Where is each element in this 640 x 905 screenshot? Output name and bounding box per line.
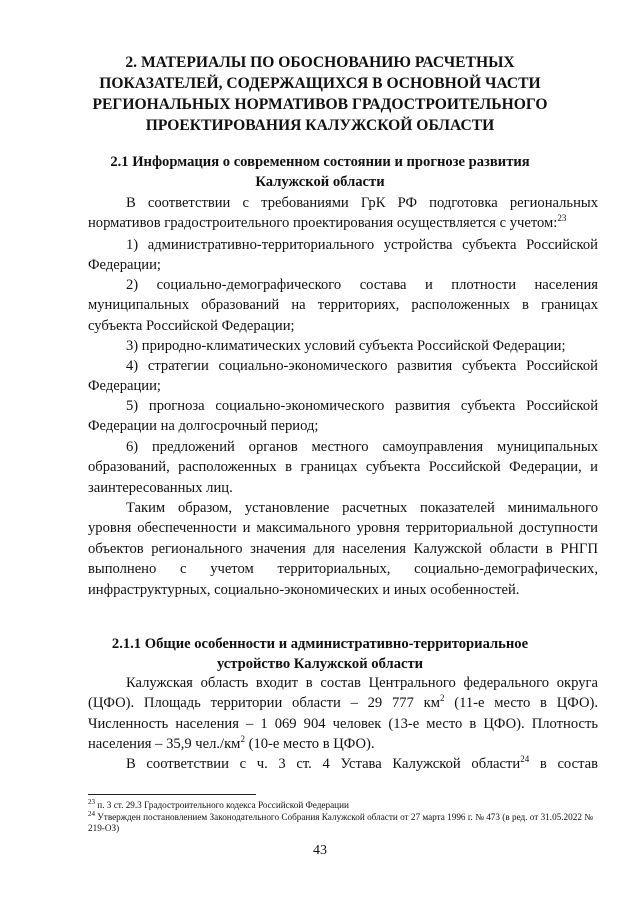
footnote-24-text: Утвержден постановлением Законодательного Собрания Калужской области от 27 марта 1996 г. № 473 (в ред. от 31.05.2022 № 219-ОЗ) — [88, 812, 593, 833]
charter-text-b: в состав — [529, 756, 598, 772]
region-overview-text-a: Калужская область входит в состав Центрального федерального округа (ЦФО). Площадь территории области – 29 777 км — [88, 675, 598, 712]
region-overview-text-b: (11-е место в ЦФО). Численность населения – 1 069 904 человек (13-е место в ЦФО). Плотность населения – 35,9 чел./км — [88, 695, 598, 753]
density-unit-superscript: 2 — [240, 734, 245, 745]
list-item-6: 6) предложений органов местного самоуправления муниципальных образований, расположенных в границах субъекта Российской Федерации, и заинтересованных лиц. — [88, 439, 598, 496]
conclusion-paragraph: Таким образом, установление расчетных показателей минимального уровня обеспеченности и максимального уровня территориальной доступности объектов регионального значения для населения Калужской области в РНГП выполнено с учетом территориальных, социально-демографических, инфраструктурных, социально-экономических и иных особенностей. — [88, 500, 598, 598]
footnote-24-number: 24 — [88, 809, 95, 818]
charter-text-a: В соответствии с ч. 3 ст. 4 Устава Калужской области — [126, 756, 521, 772]
section-2-1-1-title-line-1: 2.1.1 Общие особенности и административно-территориальное — [111, 636, 529, 652]
chapter-title — [90, 52, 550, 136]
footnote-23 — [88, 797, 600, 811]
section-2-1-title-line-2: Калужской области — [255, 174, 385, 190]
footnote-ref-24: 24 — [520, 754, 530, 765]
chapter-title-line-4: ПРОЕКТИРОВАНИЯ КАЛУЖСКОЙ ОБЛАСТИ — [145, 117, 495, 134]
charter-paragraph — [88, 754, 598, 774]
section-2-1-1-title-line-2: устройство Калужской области — [216, 656, 424, 672]
page-number: 43 — [313, 843, 327, 858]
list-item-3: 3) природно-климатических условий субъекта Российской Федерации; — [126, 338, 566, 354]
chapter-title-line-2: ПОКАЗАТЕЛЕЙ, СОДЕРЖАЩИХСЯ В ОСНОВНОЙ ЧАСТИ — [99, 75, 541, 92]
list-item-4: 4) стратегии социально-экономического развития субъекта Российской Федерации; — [88, 358, 598, 395]
list-item-2: 2) социально-демографического состава и плотности населения муниципальных образований на территориях, расположенных в границах субъекта Российской Федерации; — [88, 277, 598, 334]
footnote-ref-23: 23 — [557, 213, 567, 224]
region-overview-paragraph — [88, 673, 598, 755]
area-unit-superscript: 2 — [439, 693, 445, 704]
section-2-1-title — [88, 152, 552, 192]
footnote-23-text: п. 3 ст. 29.3 Градостроительного кодекса Российской Федерации — [95, 800, 349, 810]
chapter-title-line-1: 2. МАТЕРИАЛЫ ПО ОБОСНОВАНИЮ РАСЧЕТНЫХ — [125, 54, 515, 71]
intro-text: В соответствии с требованиями ГрК РФ подготовка региональных нормативов градостроительного проектирования осуществляется с учетом: — [88, 195, 598, 232]
chapter-title-line-3: РЕГИОНАЛЬНЫХ НОРМАТИВОВ ГРАДОСТРОИТЕЛЬНОГО — [92, 96, 548, 113]
footnote-24 — [88, 809, 600, 834]
section-2-1-1-title — [88, 634, 552, 674]
list-item-5: 5) прогноза социально-экономического развития субъекта Российской Федерации на долгосрочный период; — [88, 398, 598, 435]
region-overview-text-c: (10-е место в ЦФО). — [244, 736, 375, 753]
intro-paragraph — [88, 193, 598, 234]
list-item-1: 1) административно-территориального устройства субъекта Российской Федерации; — [88, 237, 598, 274]
footnote-23-number: 23 — [88, 797, 95, 806]
section-2-1-title-line-1: 2.1 Информация о современном состоянии и прогнозе развития — [110, 154, 530, 170]
footnote-separator — [88, 794, 256, 795]
